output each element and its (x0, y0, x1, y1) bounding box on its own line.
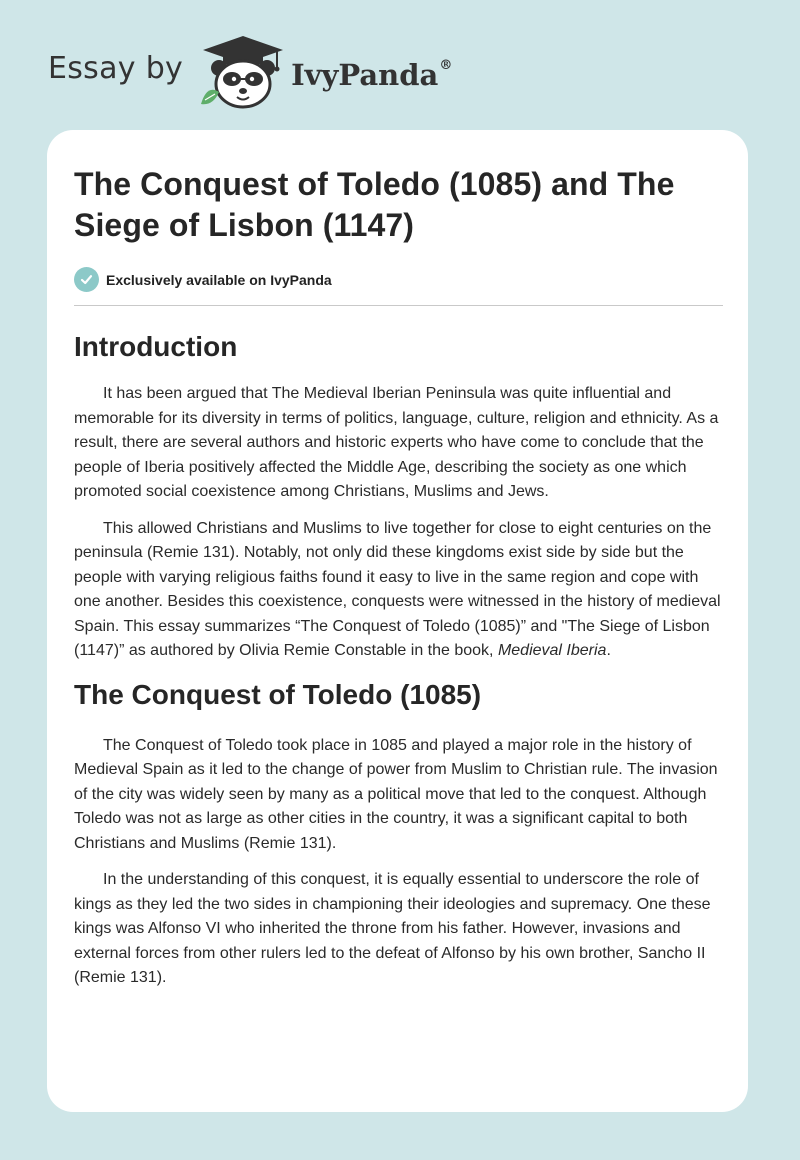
check-icon (74, 267, 99, 292)
section-conquest-of-toledo (74, 678, 722, 991)
registered-mark: ® (439, 58, 453, 73)
section-heading: Introduction (74, 331, 238, 362)
badge-text: Exclusively available on IvyPanda (106, 271, 332, 288)
brand-header[interactable] (48, 34, 452, 110)
section-heading: The Conquest of Toledo (1085) (74, 678, 482, 710)
paragraph: In the understanding of this conquest, it is equally essential to underscore the role of kings as they led the two sides in championing their ideologies and supremacy. One these kings was Alfonso VI who inherited the throne from his father. However, invasions and external forces from other rulers led to the defeat of Alfonso by his own brother, Sancho II (Remie 131). (74, 871, 711, 986)
essay-title: The Conquest of Toledo (1085) and The Siege of Lisbon (1147) (74, 166, 675, 243)
exclusive-badge (74, 267, 722, 292)
essay-card (47, 130, 748, 1112)
paragraph: It has been argued that The Medieval Iberian Peninsula was quite influential and memorable for its diversity in terms of politics, language, culture, religion and ethnicity. As a result, there are several authors and historic experts who have come to conclude that the people of Iberia positively affected the Middle Age, describing the society as one which promoted social coexistence among Christians, Muslims and Jews. (74, 385, 719, 500)
paragraph: The Conquest of Toledo took place in 1085 and played a major role in the history of Medieval Spain as it led to the change of power from Muslim to Christian rule. The invasion of the city was widely seen by many as a political move that led to the conquest. Although Toledo was not as large as other cities in the country, it was a significant capital to both Christians and Muslims (Remie 131). (74, 736, 718, 852)
brand-prefix: Essay by (48, 50, 184, 86)
section-introduction (74, 330, 722, 664)
title-divider (74, 305, 723, 306)
panda-graduate-logo-icon (197, 34, 289, 110)
book-title: Medieval Iberia (497, 642, 607, 659)
paragraph: This allowed Christians and Muslims to live together for close to eight centuries on the peninsula (Remie 131). Notably, not only did these kingdoms exist side by side but the people with varying religious faiths found it easy to live in the same region and cope with one another. Besides this coexistence, conquests were witnessed in the history of medieval Spain. This essay summarizes “The Conquest of Toledo (1085)” and "The Siege of Lisbon (1147)” as authored by Olivia Remie Constable in the book, Medieval Iberia. (74, 519, 721, 659)
brand-name: IvyPanda® (291, 58, 453, 92)
